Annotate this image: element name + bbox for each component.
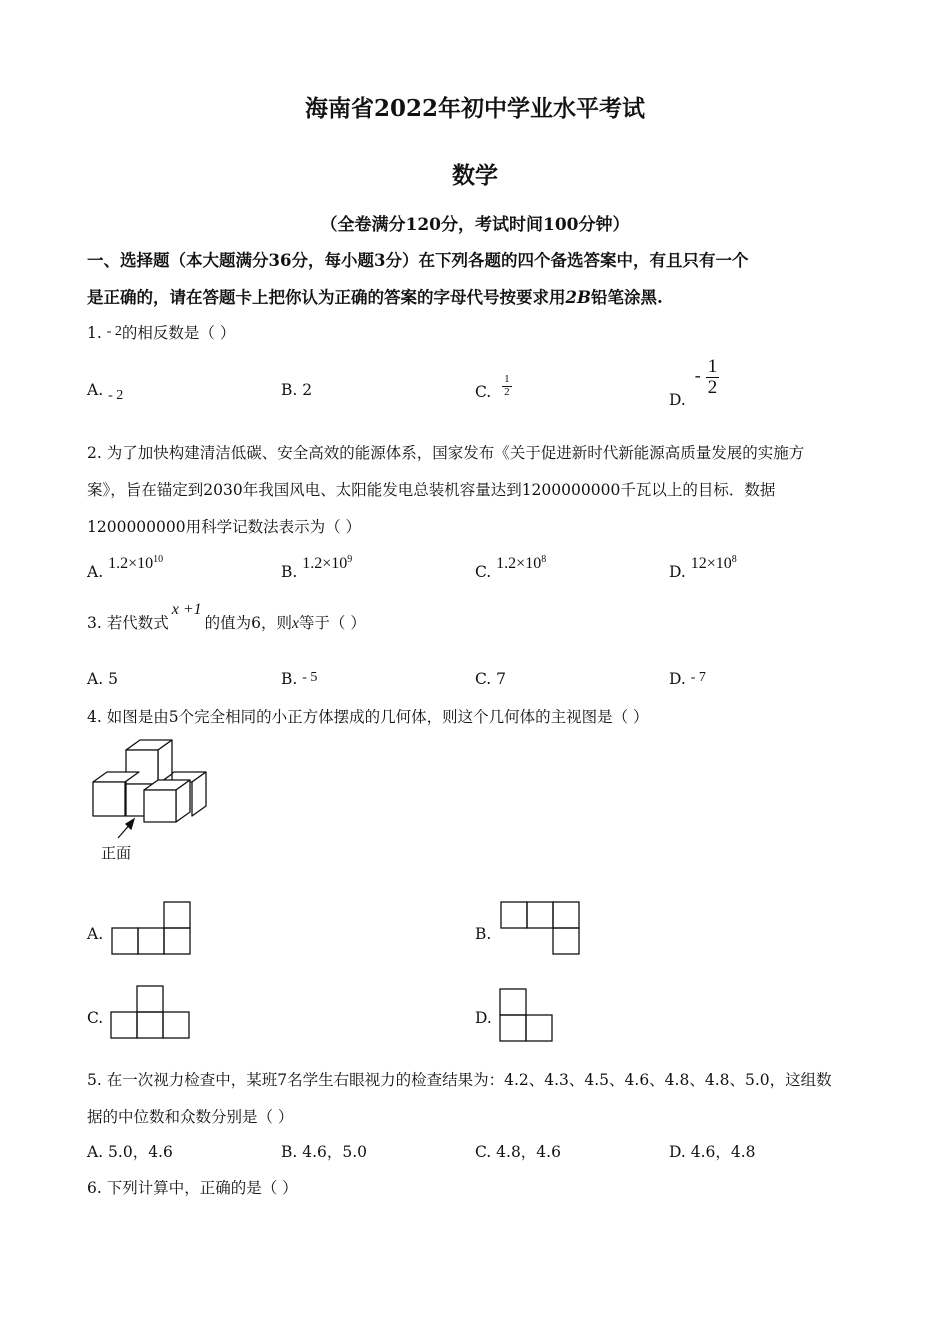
q2-option-c-exp: 8: [541, 554, 547, 565]
q2-option-b-label: B.: [281, 563, 298, 582]
question-3-prefix: 3. 若代数式: [87, 614, 169, 632]
q2-option-b-base: 1.2×10: [302, 555, 348, 573]
q2-option-d-label: D.: [669, 563, 686, 582]
q1-option-c-numerator: 1: [504, 373, 510, 385]
q2-option-d-exp: 8: [731, 554, 737, 565]
subject-title: 数学: [452, 162, 498, 189]
q5-option-b[interactable]: B. 4.6，5.0: [281, 1143, 368, 1161]
question-3-mid: 的值为6，则: [204, 614, 292, 632]
q4-option-d-label[interactable]: D.: [475, 1009, 492, 1027]
question-3-var: x: [292, 615, 299, 632]
question-1-number: 1.: [87, 324, 102, 342]
q2-option-c-label: C.: [475, 563, 492, 582]
exam-title: 海南省2022年初中学业水平考试: [304, 95, 645, 122]
question-2-line1: 2. 为了加快构建清洁低碳、安全高效的能源体系，国家发布《关于促进新时代新能源高质量发展的实施方: [87, 444, 805, 462]
q3-option-c-label: C.: [475, 670, 492, 688]
question-6-stem: 6. 下列计算中，正确的是（ ）: [87, 1179, 298, 1197]
q3-option-a-value: 5: [108, 670, 118, 688]
q3-option-a-label: A.: [87, 670, 104, 688]
q2-option-a-label: A.: [87, 563, 104, 582]
q1-option-c-label: C.: [475, 383, 492, 402]
question-5-line1: 5. 在一次视力检查中，某班7名学生右眼视力的检查结果为：4.2、4.3、4.5、4.6、4.8、4.8、5.0，这组数: [87, 1071, 832, 1089]
question-3-suffix: 等于（ ）: [298, 614, 366, 632]
q4-option-a-label[interactable]: A.: [87, 925, 104, 943]
exam-note: （全卷满分120分，考试时间100分钟）: [320, 215, 630, 235]
q2-option-d-base: 12×10: [690, 555, 732, 573]
q1-option-a-value: - 2: [108, 388, 124, 403]
section-instruction-line2-c: 铅笔涂黑.: [590, 288, 663, 307]
q3-option-b-value: - 5: [302, 670, 318, 685]
q5-option-c[interactable]: C. 4.8，4.6: [475, 1143, 561, 1161]
question-3-expression-text: x +1: [171, 601, 202, 618]
section-instruction-line2-b: 2B: [565, 288, 591, 307]
q2-option-b-exp: 9: [347, 554, 353, 565]
q3-option-b-label: B.: [281, 670, 298, 688]
q5-option-d[interactable]: D. 4.6，4.8: [669, 1143, 756, 1161]
q1-option-d-numerator: 1: [707, 356, 718, 377]
question-2-line3: 1200000000用科学记数法表示为（ ）: [87, 518, 362, 536]
q5-option-a[interactable]: A. 5.0，4.6: [87, 1143, 173, 1161]
q1-option-d-label: D.: [669, 391, 686, 410]
q1-option-b-label: B.: [281, 381, 298, 399]
question-1-value: - 2: [106, 324, 122, 339]
q4-option-c-label[interactable]: C.: [87, 1009, 104, 1027]
question-5-line2: 据的中位数和众数分别是（ ）: [87, 1108, 294, 1126]
q1-option-a-label: A.: [87, 381, 104, 399]
question-4-stem: 4. 如图是由5个完全相同的小正方体摆成的几何体，则这个几何体的主视图是（ ）: [87, 708, 649, 726]
q2-option-c-base: 1.2×10: [496, 555, 542, 573]
section-instruction-line1: 一、选择题（本大题满分36分，每小题3分）在下列各题的四个备选答案中，有且只有一个: [87, 251, 749, 270]
question-2-line2: 案》，旨在锚定到2030年我国风电、太阳能发电总装机容量达到1200000000千瓦以上的目标．数据: [87, 481, 776, 499]
q1-option-c-denominator: 2: [504, 385, 510, 398]
q2-option-a-exp: 10: [153, 554, 164, 565]
question-1-text: 的相反数是（ ）: [121, 324, 236, 342]
q4-front-label: 正面: [101, 844, 132, 862]
q1-option-b-value: 2: [302, 381, 313, 399]
q2-option-a-base: 1.2×10: [108, 555, 154, 573]
q1-option-d-denominator: 2: [707, 376, 718, 398]
q4-option-b-label[interactable]: B.: [475, 925, 492, 943]
q1-option-d-sign: -: [694, 365, 701, 386]
section-instruction-line2-a: 是正确的，请在答题卡上把你认为正确的答案的字母代号按要求用: [87, 288, 566, 307]
q3-option-c-value: 7: [496, 670, 507, 688]
q3-option-d-label: D.: [669, 670, 686, 688]
q3-option-d-value: - 7: [690, 670, 706, 685]
